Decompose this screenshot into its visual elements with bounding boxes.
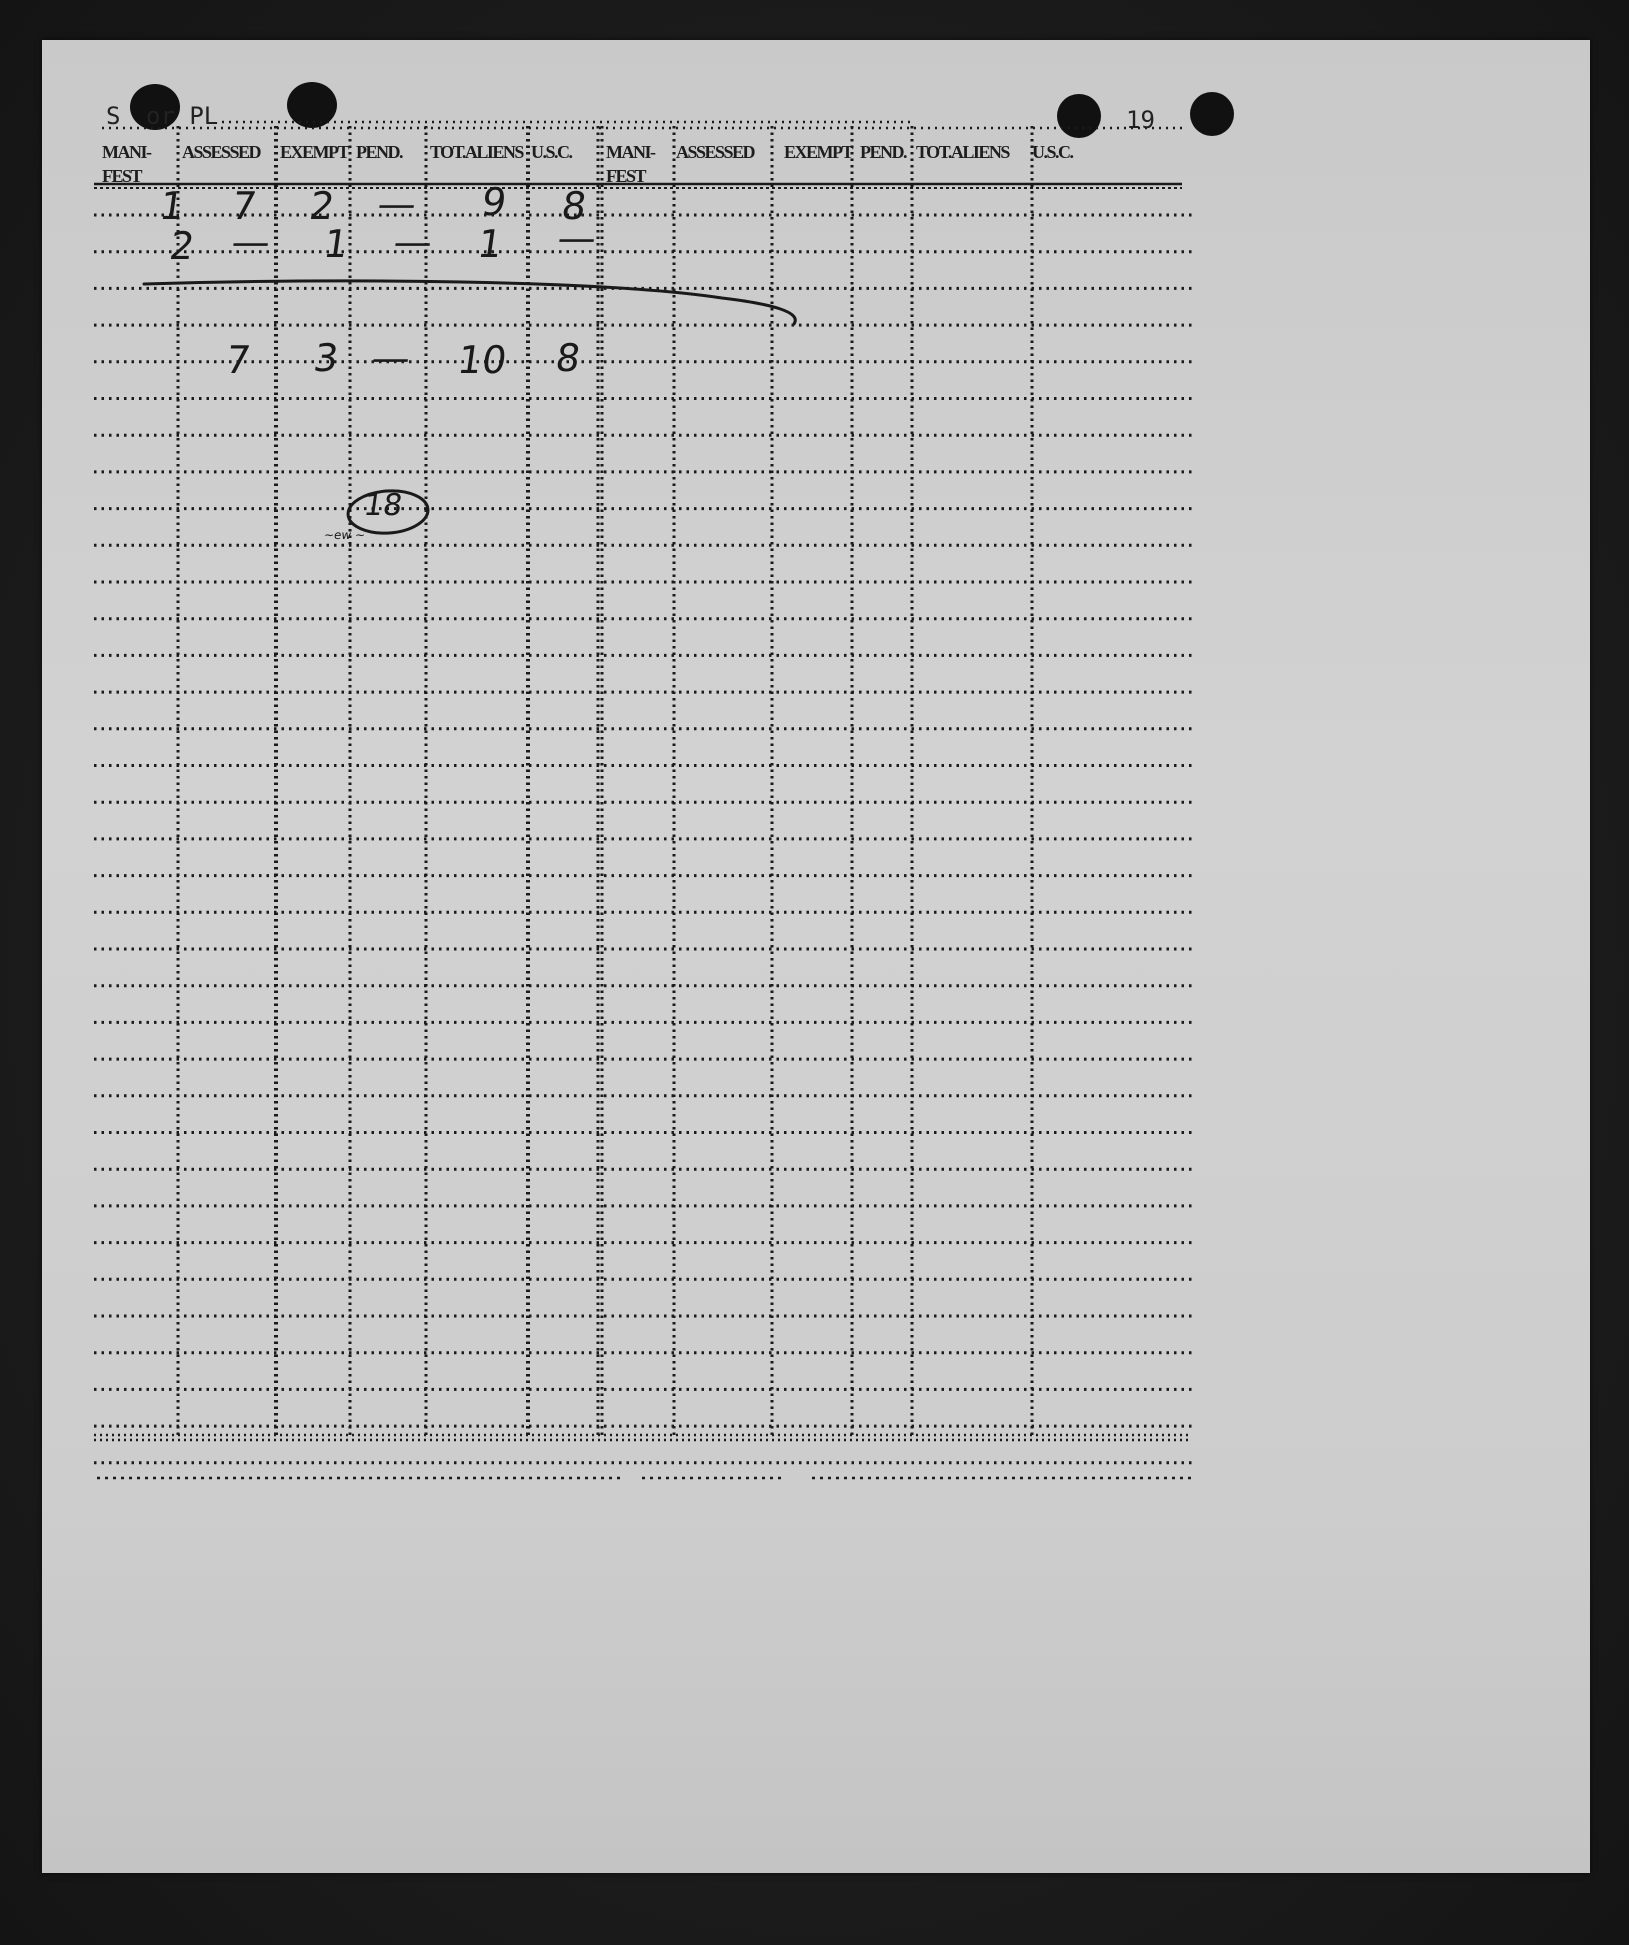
entry-pend: — [374, 182, 420, 226]
entry-manifest: 1 [156, 184, 188, 228]
col-header-exempt-2: EXEMPT [784, 142, 853, 162]
col-header-tot-aliens-2: TOT.ALIENS [916, 142, 1009, 162]
total-exempt: 3 [310, 336, 342, 380]
entry-exempt: 2 [306, 184, 338, 228]
total-pend: — [368, 336, 414, 380]
entry-usc: — [554, 216, 600, 260]
col-header-assessed: ASSESSED [182, 142, 261, 162]
total-assessed: 7 [222, 338, 254, 382]
entry-tot-aliens: 1 [474, 222, 506, 266]
form-header-year: 19 [1126, 106, 1155, 134]
col-header-manifest: MANI- FEST [102, 142, 151, 186]
col-header-tot-aliens: TOT.ALIENS [430, 142, 523, 162]
col-header-usc: U.S.C. [531, 142, 572, 162]
entry-assessed: — [228, 220, 274, 264]
entry-usc: 8 [558, 184, 590, 228]
form-sheet [42, 40, 1590, 1873]
col-header-pend: PEND. [356, 142, 402, 162]
entry-manifest: 2 [166, 224, 198, 268]
col-header-assessed-2: ASSESSED [676, 142, 755, 162]
entry-pend: — [390, 220, 436, 264]
form-header-prefix: S [106, 102, 121, 130]
entry-exempt: 1 [320, 222, 352, 266]
col-header-exempt: EXEMPT [280, 142, 349, 162]
entry-assessed: 7 [228, 184, 260, 228]
col-header-manifest-2: MANI- FEST [606, 142, 655, 186]
circled-note: ~ew ~ [323, 528, 367, 542]
hand-drawn-total-line [42, 40, 1590, 440]
col-header-usc-2: U.S.C. [1032, 142, 1073, 162]
col-header-pend-2: PEND. [860, 142, 906, 162]
total-usc: 8 [552, 336, 584, 380]
circled-grand-total: 18 [361, 488, 405, 523]
entry-tot-aliens: 9 [478, 180, 510, 224]
total-tot-aliens: 10 [454, 338, 510, 382]
form-header-left: or PL [146, 102, 219, 130]
